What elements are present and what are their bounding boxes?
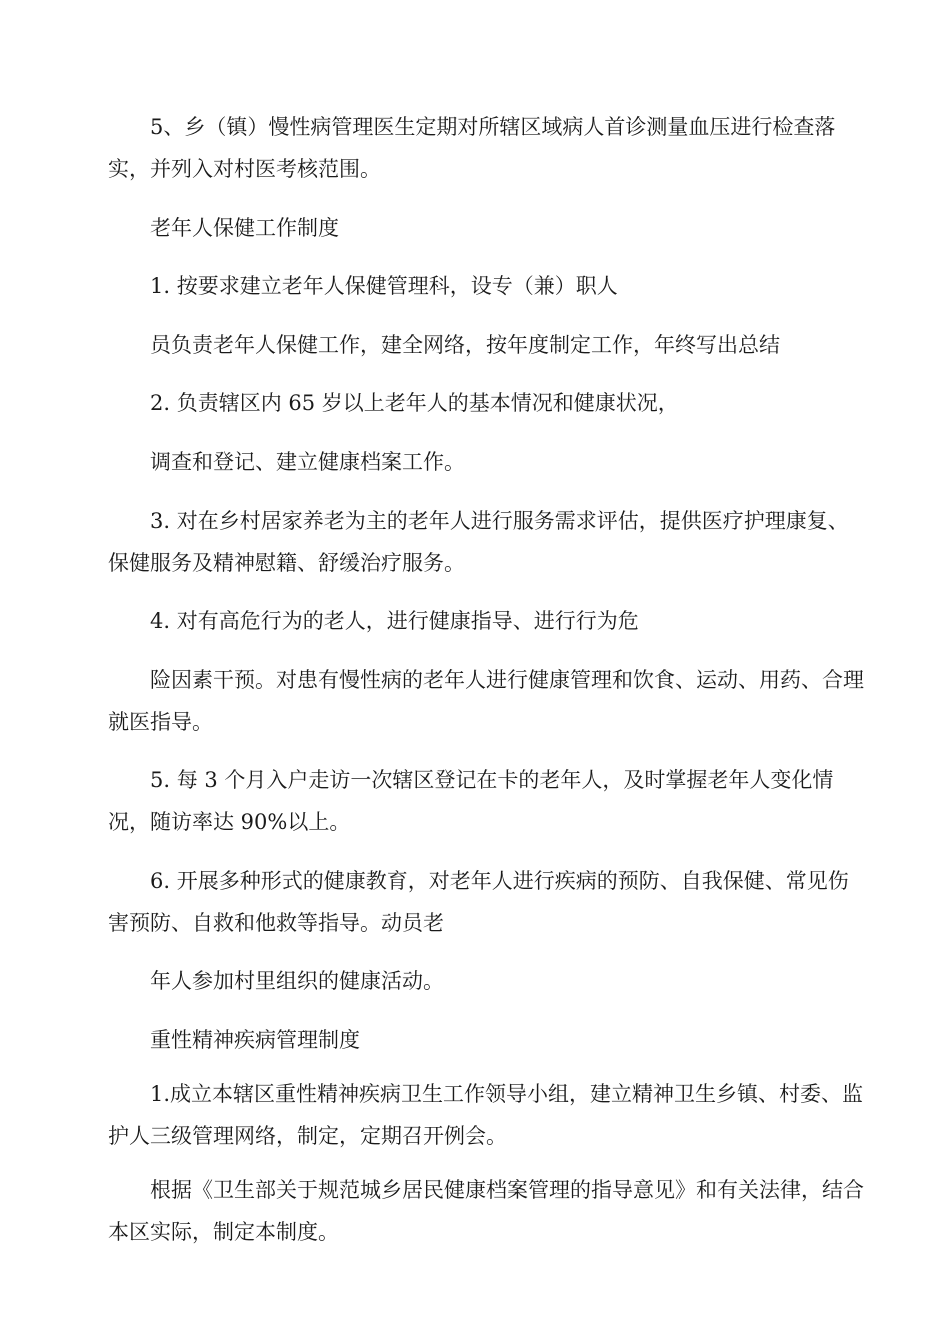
paragraph-item-6: 6. 开展多种形式的健康教育，对老年人进行疾病的预防、自我保健、常见伤害预防、自救和他救等指导。动员老 <box>108 869 849 935</box>
paragraph-item-1-continued: 员负责老年人保健工作，建全网络，按年度制定工作，年终写出总结 <box>150 333 780 357</box>
paragraph-mental-item-1: 1.成立本辖区重性精神疾病卫生工作领导小组，建立精神卫生乡镇、村委、监护人三级管理网络，制定，定期召开例会。 <box>108 1082 864 1148</box>
paragraph-item-2-continued: 调查和登记、建立健康档案工作。 <box>150 450 465 474</box>
paragraph-hypertension-check: 5、乡（镇）慢性病管理医生定期对所辖区域病人首诊测量血压进行检查落实，并列入对村医考核范围。 <box>108 115 836 181</box>
paragraph-item-4: 4. 对有高危行为的老人，进行健康指导、进行行为危 <box>150 609 639 633</box>
paragraph-item-2: 2. 负责辖区内 65 岁以上老年人的基本情况和健康状况， <box>150 391 679 415</box>
paragraph-health-records-basis: 根据《卫生部关于规范城乡居民健康档案管理的指导意见》和有关法律，结合本区实际，制定本制度。 <box>108 1178 864 1244</box>
paragraph-item-5: 5. 每 3 个月入户走访一次辖区登记在卡的老年人，及时掌握老年人变化情况，随访率达 90%以上。 <box>108 768 834 834</box>
paragraph-item-6-continued: 年人参加村里组织的健康活动。 <box>150 969 444 993</box>
heading-elderly-care-system: 老年人保健工作制度 <box>150 216 339 240</box>
paragraph-item-1: 1. 按要求建立老年人保健管理科，设专（兼）职人 <box>150 274 618 298</box>
paragraph-item-3: 3. 对在乡村居家养老为主的老年人进行服务需求评估，提供医疗护理康复、保健服务及精神慰籍、舒缓治疗服务。 <box>108 509 849 575</box>
heading-mental-illness-system: 重性精神疾病管理制度 <box>150 1028 360 1052</box>
paragraph-item-4-continued: 险因素干预。对患有慢性病的老年人进行健康管理和饮食、运动、用药、合理就医指导。 <box>108 668 864 734</box>
